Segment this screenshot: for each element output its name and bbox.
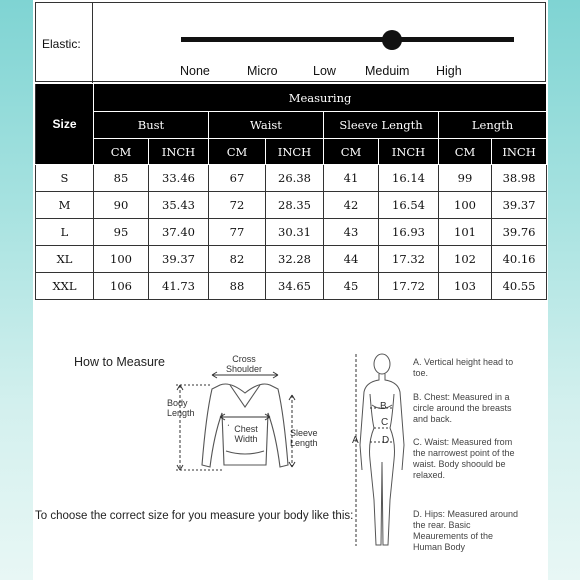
table-cell: 35.43: [149, 192, 209, 219]
table-cell: 17.32: [379, 246, 439, 273]
table-cell: 77: [209, 219, 266, 246]
table-cell: 90: [94, 192, 149, 219]
size-table: [35, 83, 547, 300]
marker-a: A: [352, 435, 359, 446]
unit-inch-header: INCH: [492, 139, 547, 165]
size-header: Size: [36, 84, 94, 165]
unit-cm-header: CM: [94, 139, 149, 165]
body-length-label: Body Length: [167, 398, 195, 418]
table-cell: 102: [439, 246, 492, 273]
table-cell: 43: [324, 219, 379, 246]
table-cell: 67: [209, 165, 266, 192]
table-cell: 34.65: [266, 273, 324, 300]
elastic-indicator: [382, 30, 402, 50]
table-cell: 85: [94, 165, 149, 192]
chest-width-label: Chest Width: [229, 424, 263, 444]
waist-header: Waist: [209, 112, 324, 139]
marker-b: B: [380, 401, 387, 412]
table-cell: 72: [209, 192, 266, 219]
table-cell: 39.37: [149, 246, 209, 273]
table-cell: 17.72: [379, 273, 439, 300]
sleeve-length-label: Sleeve Length: [290, 428, 318, 448]
table-cell: 95: [94, 219, 149, 246]
note-hips: D. Hips: Measured around the rear. Basic Meaurements of the Human Body: [413, 509, 519, 552]
table-cell: 26.38: [266, 165, 324, 192]
unit-inch-header: INCH: [379, 139, 439, 165]
unit-inch-header: INCH: [266, 139, 324, 165]
table-cell: 39.76: [492, 219, 547, 246]
table-cell: 88: [209, 273, 266, 300]
measure-instruction: To choose the correct size for you measure your body like this:: [35, 510, 354, 522]
size-cell: M: [36, 192, 94, 219]
bust-header: Bust: [94, 112, 209, 139]
elastic-label: Elastic:: [36, 3, 93, 83]
table-cell: 103: [439, 273, 492, 300]
table-cell: 28.35: [266, 192, 324, 219]
table-cell: 101: [439, 219, 492, 246]
measuring-header: Measuring: [94, 84, 547, 112]
table-cell: 82: [209, 246, 266, 273]
size-cell: L: [36, 219, 94, 246]
table-cell: 100: [94, 246, 149, 273]
table-cell: 40.55: [492, 273, 547, 300]
elastic-level-low: Low: [313, 64, 336, 78]
table-cell: 40.16: [492, 246, 547, 273]
table-cell: 44: [324, 246, 379, 273]
table-cell: 99: [439, 165, 492, 192]
body-figure-illustration: [352, 350, 412, 555]
table-cell: 32.28: [266, 246, 324, 273]
table-cell: 41.73: [149, 273, 209, 300]
table-cell: 38.98: [492, 165, 547, 192]
table-cell: 39.37: [492, 192, 547, 219]
table-row: [36, 192, 547, 219]
table-row: [36, 273, 547, 300]
table-row: [36, 219, 547, 246]
table-cell: 100: [439, 192, 492, 219]
marker-c: C: [381, 417, 389, 428]
sleeve-length-header: Sleeve Length: [324, 112, 439, 139]
table-cell: 16.93: [379, 219, 439, 246]
size-cell: XXL: [36, 273, 94, 300]
elastic-level-none: None: [180, 64, 210, 78]
note-chest: B. Chest: Measured in a circle around the breasts and back.: [413, 392, 512, 424]
table-row: [36, 165, 547, 192]
table-cell: 106: [94, 273, 149, 300]
table-cell: 45: [324, 273, 379, 300]
size-cell: XL: [36, 246, 94, 273]
cross-shoulder-label: Cross Shoulder: [225, 354, 263, 374]
table-cell: 33.46: [149, 165, 209, 192]
how-to-measure-title: How to Measure: [74, 355, 166, 369]
length-header: Length: [439, 112, 547, 139]
unit-cm-header: CM: [439, 139, 492, 165]
note-waist: C. Waist: Measured from the narrowest point of the waist. Body shoould be relaxed.: [413, 437, 515, 480]
table-cell: 16.54: [379, 192, 439, 219]
unit-cm-header: CM: [209, 139, 266, 165]
unit-cm-header: CM: [324, 139, 379, 165]
elastic-track: [181, 37, 514, 42]
elastic-level-high: High: [436, 64, 462, 78]
size-cell: S: [36, 165, 94, 192]
table-cell: 30.31: [266, 219, 324, 246]
elastic-scale: [35, 2, 546, 82]
table-cell: 16.14: [379, 165, 439, 192]
table-cell: 41: [324, 165, 379, 192]
table-row: [36, 246, 547, 273]
unit-inch-header: INCH: [149, 139, 209, 165]
marker-d: D: [382, 435, 390, 446]
table-cell: 37.40: [149, 219, 209, 246]
elastic-level-micro: Micro: [247, 64, 278, 78]
note-height: A. Vertical height head to toe.: [413, 357, 514, 378]
elastic-level-medium: Meduim: [365, 64, 410, 78]
table-cell: 42: [324, 192, 379, 219]
